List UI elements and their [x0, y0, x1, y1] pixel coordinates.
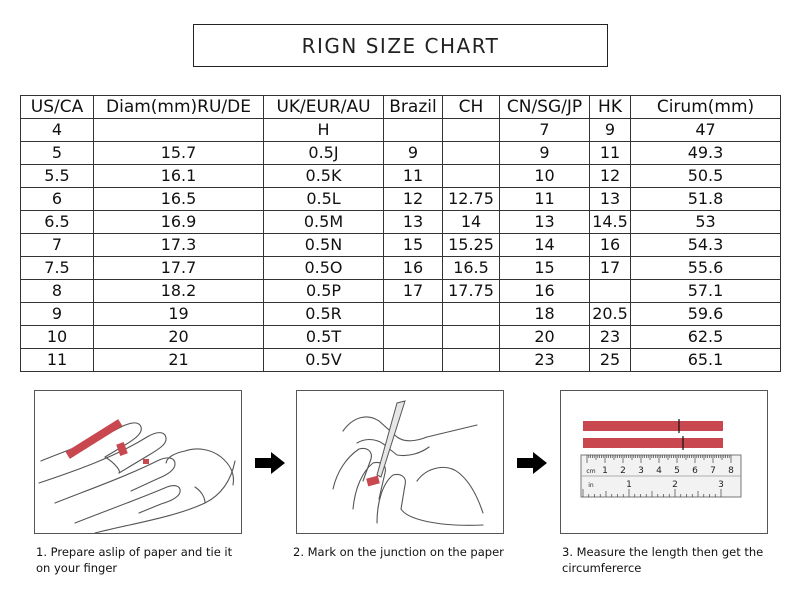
table-row	[21, 142, 781, 165]
table-cell	[384, 119, 443, 142]
ruler-cm-3: 3	[638, 466, 644, 476]
paper-strip	[66, 419, 123, 459]
table-cell: 12	[590, 165, 631, 188]
step-3-panel	[560, 390, 768, 534]
table-cell: 20	[94, 326, 264, 349]
table-cell: H	[264, 119, 384, 142]
table-cell: 12.75	[443, 188, 500, 211]
table-cell: 9	[590, 119, 631, 142]
header-uk: UK/EUR/AU	[264, 96, 384, 119]
table-cell: 0.5V	[264, 349, 384, 372]
header-cn: CN/SG/JP	[500, 96, 590, 119]
table-cell: 16.5	[443, 257, 500, 280]
table-cell	[384, 326, 443, 349]
hand-marking-icon	[297, 391, 503, 533]
table-row	[21, 326, 781, 349]
step-3-line-2: circumfererce	[562, 561, 642, 575]
step-1-caption	[36, 544, 232, 576]
step-3-caption	[562, 544, 763, 576]
table-cell: 7	[500, 119, 590, 142]
table-cell: 11	[590, 142, 631, 165]
chart-title-box	[193, 24, 608, 67]
header-us-ca: US/CA	[21, 96, 94, 119]
header-cirum: Cirum(mm)	[631, 96, 781, 119]
table-cell: 17.75	[443, 280, 500, 303]
table-cell: 14	[443, 211, 500, 234]
table-cell	[443, 303, 500, 326]
table-cell: 10	[21, 326, 94, 349]
table-row	[21, 165, 781, 188]
table-cell: 9	[21, 303, 94, 326]
table-cell	[443, 326, 500, 349]
header-hk: HK	[590, 96, 631, 119]
ruler-measure-icon	[561, 391, 767, 533]
table-cell: 65.1	[631, 349, 781, 372]
table-cell	[94, 119, 264, 142]
header-ch: CH	[443, 96, 500, 119]
arrow-right-icon	[517, 452, 547, 474]
ruler-cm-5: 5	[674, 466, 680, 476]
table-cell: 17.3	[94, 234, 264, 257]
table-cell: 4	[21, 119, 94, 142]
table-cell: 16.9	[94, 211, 264, 234]
table-cell: 13	[590, 188, 631, 211]
table-cell: 16.1	[94, 165, 264, 188]
table-cell: 5.5	[21, 165, 94, 188]
table-header-row	[21, 96, 781, 119]
ruler-in-2: 2	[672, 480, 678, 490]
table-cell: 6.5	[21, 211, 94, 234]
table-cell: 7	[21, 234, 94, 257]
step-1-panel	[34, 390, 242, 534]
table-cell: 23	[590, 326, 631, 349]
paper-tie-mark	[143, 459, 149, 464]
table-cell: 54.3	[631, 234, 781, 257]
step-2-caption	[293, 544, 504, 560]
table-cell: 14.5	[590, 211, 631, 234]
table-cell: 0.5N	[264, 234, 384, 257]
table-cell: 16	[590, 234, 631, 257]
step-1-line-2: on your finger	[36, 561, 118, 575]
table-row	[21, 119, 781, 142]
ruler-in-3: 3	[718, 480, 724, 490]
table-cell: 18.2	[94, 280, 264, 303]
table-cell: 0.5P	[264, 280, 384, 303]
table-cell: 0.5J	[264, 142, 384, 165]
table-cell: 16.5	[94, 188, 264, 211]
table-cell: 7.5	[21, 257, 94, 280]
table-cell	[443, 142, 500, 165]
table-cell: 11	[384, 165, 443, 188]
table-cell: 19	[94, 303, 264, 326]
table-cell: 18	[500, 303, 590, 326]
table-cell: 11	[21, 349, 94, 372]
ruler-cm-4: 4	[656, 466, 662, 476]
table-cell: 16	[384, 257, 443, 280]
table-body	[21, 119, 781, 372]
table-cell: 5	[21, 142, 94, 165]
table-cell: 23	[500, 349, 590, 372]
table-cell: 16	[500, 280, 590, 303]
table-cell: 8	[21, 280, 94, 303]
table-cell: 51.8	[631, 188, 781, 211]
table-cell: 11	[500, 188, 590, 211]
table-cell: 13	[384, 211, 443, 234]
table-cell: 6	[21, 188, 94, 211]
table-cell: 0.5R	[264, 303, 384, 326]
table-cell: 20.5	[590, 303, 631, 326]
table-cell	[443, 349, 500, 372]
table-cell: 21	[94, 349, 264, 372]
table-cell	[443, 119, 500, 142]
table-cell: 62.5	[631, 326, 781, 349]
table-cell: 15	[500, 257, 590, 280]
ruler-unit-cm: cm	[586, 468, 596, 475]
table-cell	[590, 280, 631, 303]
arrow-right-icon	[255, 452, 285, 474]
table-row	[21, 303, 781, 326]
table-row	[21, 349, 781, 372]
table-cell: 0.5M	[264, 211, 384, 234]
ruler-cm-8: 8	[728, 466, 734, 476]
ring-size-table	[20, 95, 781, 372]
hand-paper-icon	[35, 391, 241, 533]
ruler-unit-in: in	[588, 482, 594, 489]
table-row	[21, 280, 781, 303]
paper-strip	[366, 476, 380, 487]
table-cell	[384, 349, 443, 372]
table-cell: 9	[384, 142, 443, 165]
table-cell: 9	[500, 142, 590, 165]
step-2-panel	[296, 390, 504, 534]
chart-title: RIGN SIZE CHART	[301, 33, 500, 58]
header-brazil: Brazil	[384, 96, 443, 119]
table-cell: 57.1	[631, 280, 781, 303]
table-row	[21, 211, 781, 234]
table-cell: 0.5T	[264, 326, 384, 349]
ruler-in-1: 1	[626, 480, 632, 490]
table-cell: 59.6	[631, 303, 781, 326]
step-3-line-1: 3. Measure the length then get the	[562, 545, 764, 559]
table-cell: 25	[590, 349, 631, 372]
ruler-cm-2: 2	[620, 466, 626, 476]
table-cell: 10	[500, 165, 590, 188]
table-cell: 14	[500, 234, 590, 257]
table-cell: 15.7	[94, 142, 264, 165]
table-cell: 0.5L	[264, 188, 384, 211]
step-2-line-1: 2. Mark on the junction on the paper	[293, 545, 504, 559]
table-cell: 53	[631, 211, 781, 234]
table-row	[21, 188, 781, 211]
table-cell: 17	[590, 257, 631, 280]
table-cell	[384, 303, 443, 326]
step-1-line-1: 1. Prepare aslip of paper and tie it	[36, 545, 233, 559]
table-cell: 50.5	[631, 165, 781, 188]
table-cell: 0.5K	[264, 165, 384, 188]
table-cell: 15.25	[443, 234, 500, 257]
header-diam: Diam(mm)RU/DE	[94, 96, 264, 119]
table-row	[21, 234, 781, 257]
paper-strip-bottom	[583, 438, 723, 448]
table-cell: 55.6	[631, 257, 781, 280]
table-cell: 13	[500, 211, 590, 234]
table-cell: 12	[384, 188, 443, 211]
table-cell: 20	[500, 326, 590, 349]
table-cell: 17.7	[94, 257, 264, 280]
table-row	[21, 257, 781, 280]
paper-strip-top	[583, 421, 723, 431]
ruler-cm-7: 7	[710, 466, 716, 476]
table-cell: 15	[384, 234, 443, 257]
table-cell: 0.5O	[264, 257, 384, 280]
table-cell: 17	[384, 280, 443, 303]
ruler-cm-1: 1	[602, 466, 608, 476]
table-cell: 47	[631, 119, 781, 142]
table-cell: 49.3	[631, 142, 781, 165]
ruler-cm-6: 6	[692, 466, 698, 476]
table-cell	[443, 165, 500, 188]
